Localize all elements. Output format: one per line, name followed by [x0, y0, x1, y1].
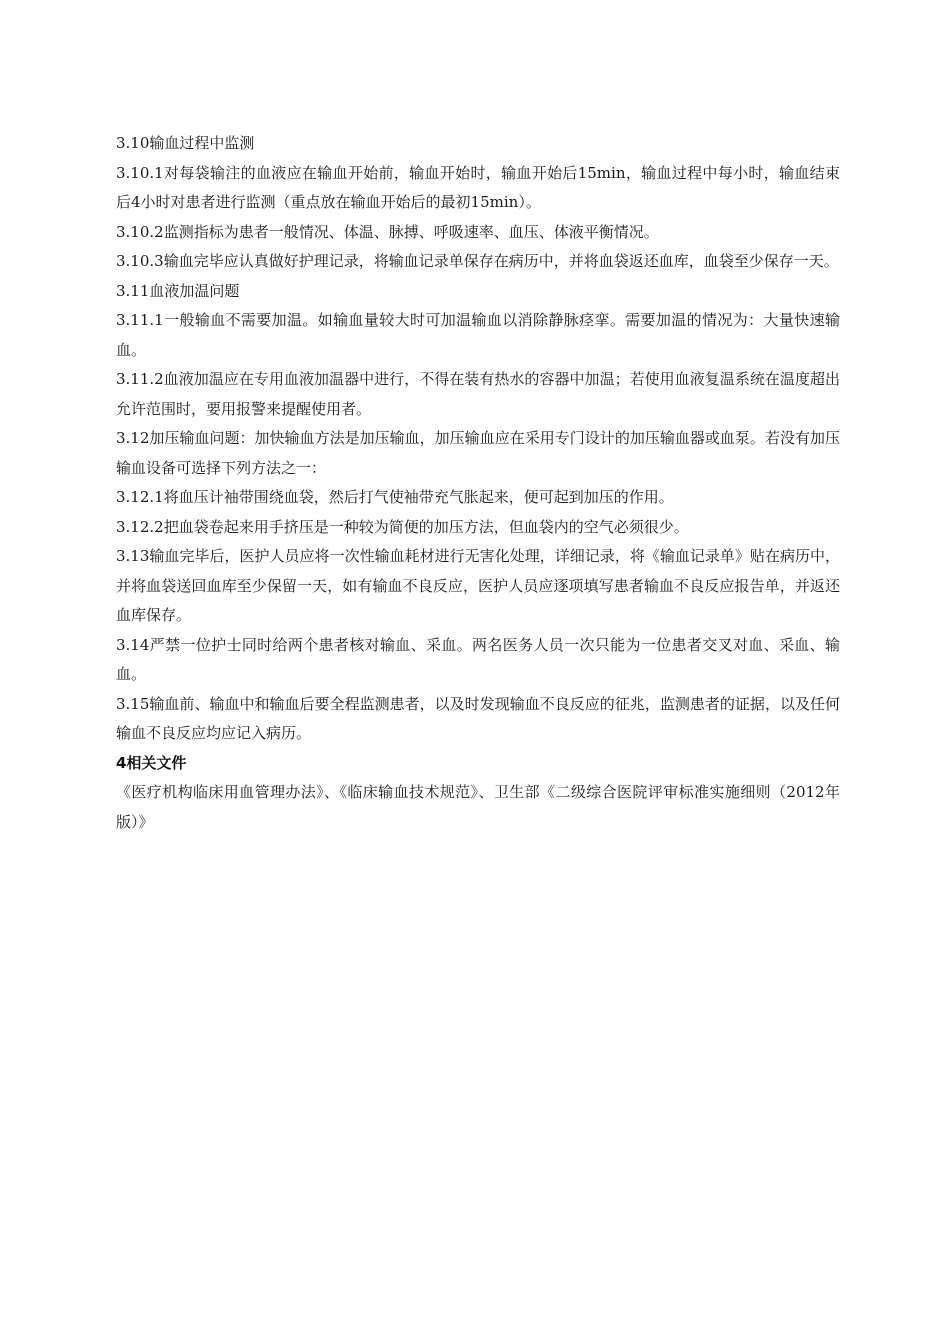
section-3-11-heading: 3.11血液加温问题: [116, 281, 240, 300]
paragraph-3-12: 3.12加压输血问题：加快输血方法是加压输血，加压输血应在采用专门设计的加压输血器或血泵。若没有加压输血设备可选择下列方法之一：: [116, 429, 840, 477]
paragraph-3-11-2: 3.11.2血液加温应在专用血液加温器中进行，不得在装有热水的容器中加温；若使用血液复温系统在温度超出允许范围时，要用报警来提醒使用者。: [116, 370, 840, 418]
paragraph-3-10-1: 3.10.1对每袋输注的血液应在输血开始前，输血开始时，输血开始后15min，输血过程中每小时，输血结束后4小时对患者进行监测（重点放在输血开始后的最初15min）。: [116, 163, 840, 211]
related-documents-text: 《医疗机构临床用血管理办法》、《临床输血技术规范》、卫生部《二级综合医院评审标准实施细则（2012年版）》: [116, 783, 840, 831]
paragraph-3-12-1: 3.12.1将血压计袖带围绕血袋，然后打气使袖带充气胀起来，便可起到加压的作用。: [116, 488, 674, 506]
section-3-10-heading: 3.10输血过程中监测: [116, 134, 255, 152]
section-4-heading: 4相关文件: [116, 753, 187, 772]
paragraph-3-14: 3.14严禁一位护士同时给两个患者核对输血、采血。两名医务人员一次只能为一位患者交叉对血、采血、输血。: [116, 635, 840, 683]
paragraph-3-11-1: 3.11.1一般输血不需要加温。如输血量较大时可加温输血以消除静脉痉挛。需要加温的情况为：大量快速输血。: [116, 311, 840, 359]
paragraph-3-10-3: 3.10.3输血完毕应认真做好护理记录，将输血记录单保存在病历中，并将血袋返还血库，血袋至少保存一天。: [116, 252, 839, 270]
paragraph-3-15: 3.15输血前、输血中和输血后要全程监测患者，以及时发现输血不良反应的征兆，监测患者的证据，以及任何输血不良反应均应记入病历。: [116, 694, 840, 742]
paragraph-3-12-2: 3.12.2把血袋卷起来用手挤压是一种较为简便的加压方法，但血袋内的空气必须很少。: [116, 517, 689, 536]
paragraph-3-13: 3.13输血完毕后，医护人员应将一次性输血耗材进行无害化处理，详细记录，将《输血记录单》贴在病历中，并将血袋送回血库至少保留一天，如有输血不良反应，医护人员应逐项填写患者输血不良反应报告单，并返还血库保存。: [116, 547, 840, 624]
document-body: [116, 129, 840, 837]
paragraph-3-10-2: 3.10.2监测指标为患者一般情况、体温、脉搏、呼吸速率、血压、体液平衡情况。: [116, 222, 659, 241]
